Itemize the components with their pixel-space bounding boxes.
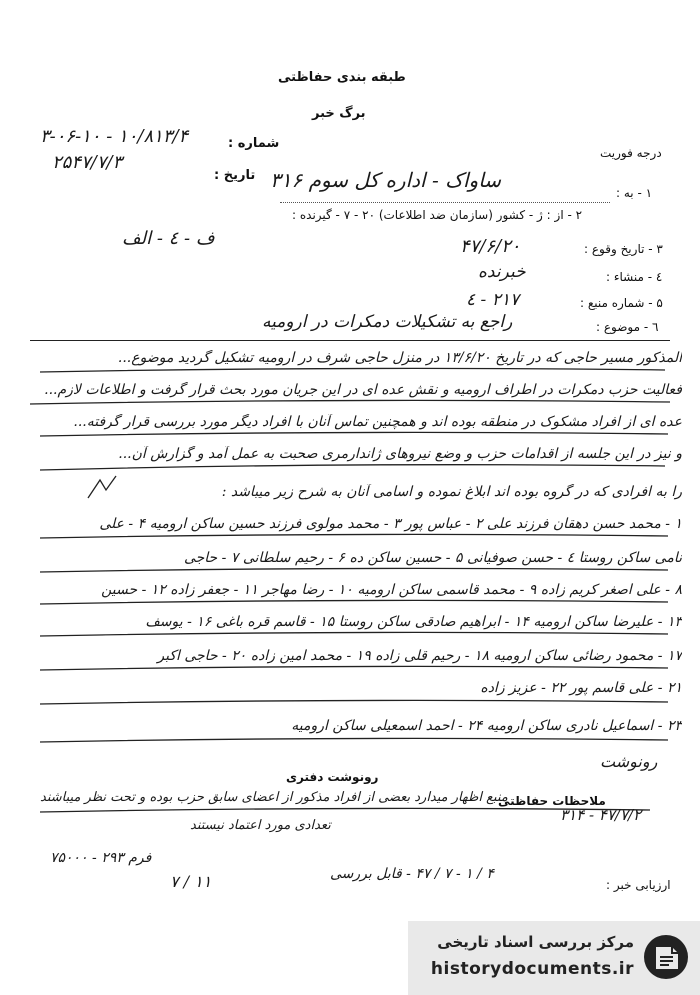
to-label: ۱ - به : bbox=[616, 186, 653, 200]
number-value: ۱۰/۸۱۳/۴ - ۳-۰۶-۱۰ bbox=[40, 126, 189, 147]
body-line: ۱ - محمد حسن دهقان فرزند علی ۲ - عباس پور ۳ - محمد مولوی فرزند حسین ساکن ارومیه ۴ - علی bbox=[99, 516, 682, 532]
remarks-label: ملاحظات حفاظتی bbox=[498, 794, 606, 808]
body-line: و نیز در این جلسه از اقدامات حزب و وضع نیروهای ژاندارمری صحبت به عمل آمد و گزارش آن... bbox=[118, 446, 682, 462]
source-value: خبرنده bbox=[478, 262, 526, 282]
event-date-label: ۳ - تاریخ وقوع : bbox=[584, 242, 663, 256]
classification-heading: طبقه بندی حفاظتی bbox=[278, 70, 406, 85]
from-handwritten: ف - ٤ - الف bbox=[122, 228, 215, 249]
body-line: عده ای از افراد مشکوک در منطقه بوده اند و همچنین تماس آنان با افراد دیگر مورد بررسی قرار گرفته... bbox=[73, 414, 682, 430]
to-handwritten: ساواک - اداره کل سوم ۳۱۶ bbox=[270, 168, 502, 192]
subject-value: راجع به تشکیلات دمکرات در ارومیه bbox=[262, 312, 513, 332]
body-line: ۲۱ - علی قاسم پور ۲۲ - عزیز زاده bbox=[480, 680, 682, 696]
from-label: ۲ - از : ژ - کشور (سازمان ضد اطلاعات) ۲۰ - ۷ - گیرنده : bbox=[292, 208, 583, 222]
date-value: ۲۵۴۷/۷/۳ bbox=[52, 152, 123, 173]
subject-rule bbox=[30, 340, 670, 341]
body-line: المذکور مسیر حاجی که در تاریخ ۱۳/۶/۲۰ در منزل حاجی شرف در ارومیه تشکیل گردید موضوع... bbox=[117, 350, 682, 366]
handwritten-note: رونوشت bbox=[600, 752, 658, 771]
archive-watermark bbox=[408, 921, 700, 995]
date-label: تاریخ : bbox=[214, 168, 256, 183]
source-number-label: ۵ - شماره منبع : bbox=[580, 296, 663, 310]
event-date-value: ۴۷/۶/۲۰ bbox=[460, 236, 521, 257]
watermark-url: historydocuments.ir bbox=[430, 959, 634, 979]
body-line: نامی ساکن روستا ٤ - حسن صوفیانی ۵ - حسین ساکن ده ۶ - رحیم سلطانی ۷ - حاجی bbox=[183, 550, 682, 566]
remarks-date: ۴۷/۷/۲ - ۳۱۴ bbox=[560, 806, 642, 824]
body-line: فعالیت حزب دمکرات در اطراف ارومیه و نقش عده ای در این جریان مورد بحث قرار گرفت و اطلاعات لازم... bbox=[44, 382, 682, 398]
to-rule bbox=[280, 202, 610, 203]
subject-label: ٦ - موضوع : bbox=[596, 320, 659, 334]
archive-logo-icon bbox=[642, 933, 690, 981]
body-line: ۱۷ - محمود رضائی ساکن ارومیه ۱۸ - رحیم قلی زاده ۱۹ - محمد امین زاده ۲۰ - حاجی اکبر bbox=[157, 648, 682, 664]
source-label: ٤ - منشاء : bbox=[606, 270, 663, 284]
watermark-title: مرکز بررسی اسناد تاریخی bbox=[437, 933, 634, 951]
copy-label: رونوشت دفتری bbox=[286, 770, 379, 784]
body-line: ۸ - علی اصغر کریم زاده ۹ - محمد قاسمی ساکن ارومیه ۱۰ - رضا مهاجر ۱۱ - جعفر زاده ۱۲ - حسین bbox=[101, 582, 682, 598]
remarks-value: منبع اظهار میدارد بعضی از افراد مذکور از اعضای سابق حزب بوده و تحت نظر میباشند bbox=[40, 790, 508, 805]
form-code: فرم ۲۹۳ - ۷۵۰۰۰ bbox=[50, 850, 152, 866]
body-line: را به افرادی که در گروه بوده اند ابلاغ نموده و اسامی آنان به شرح زیر میباشد : bbox=[221, 484, 682, 500]
form-title: برگ خبر bbox=[312, 106, 366, 121]
body-line: ۱۳ - علیرضا ساکن ارومیه ۱۴ - ابراهیم صادقی ساکن روستا ۱۵ - قاسم قره باغی ۱۶ - یوسف bbox=[145, 614, 682, 630]
number-label: شماره : bbox=[228, 136, 280, 151]
initials: ۱۱ / ۷ bbox=[170, 872, 212, 891]
source-number-value: ۲۱۷ - ٤ bbox=[466, 290, 520, 310]
remarks-value-2: تعدادی مورد اعتماد نیستند bbox=[190, 818, 331, 833]
urgency-label: درجه فوریت bbox=[600, 146, 662, 160]
body-line: ۲۳ - اسماعیل نادری ساکن ارومیه ۲۴ - احمد اسمعیلی ساکن ارومیه bbox=[291, 718, 682, 734]
evaluation-label: ارزیابی خبر : bbox=[606, 878, 671, 892]
evaluation-value: ۴ / ۱ - ۷ / ۴۷ - قابل بررسی bbox=[330, 866, 494, 882]
